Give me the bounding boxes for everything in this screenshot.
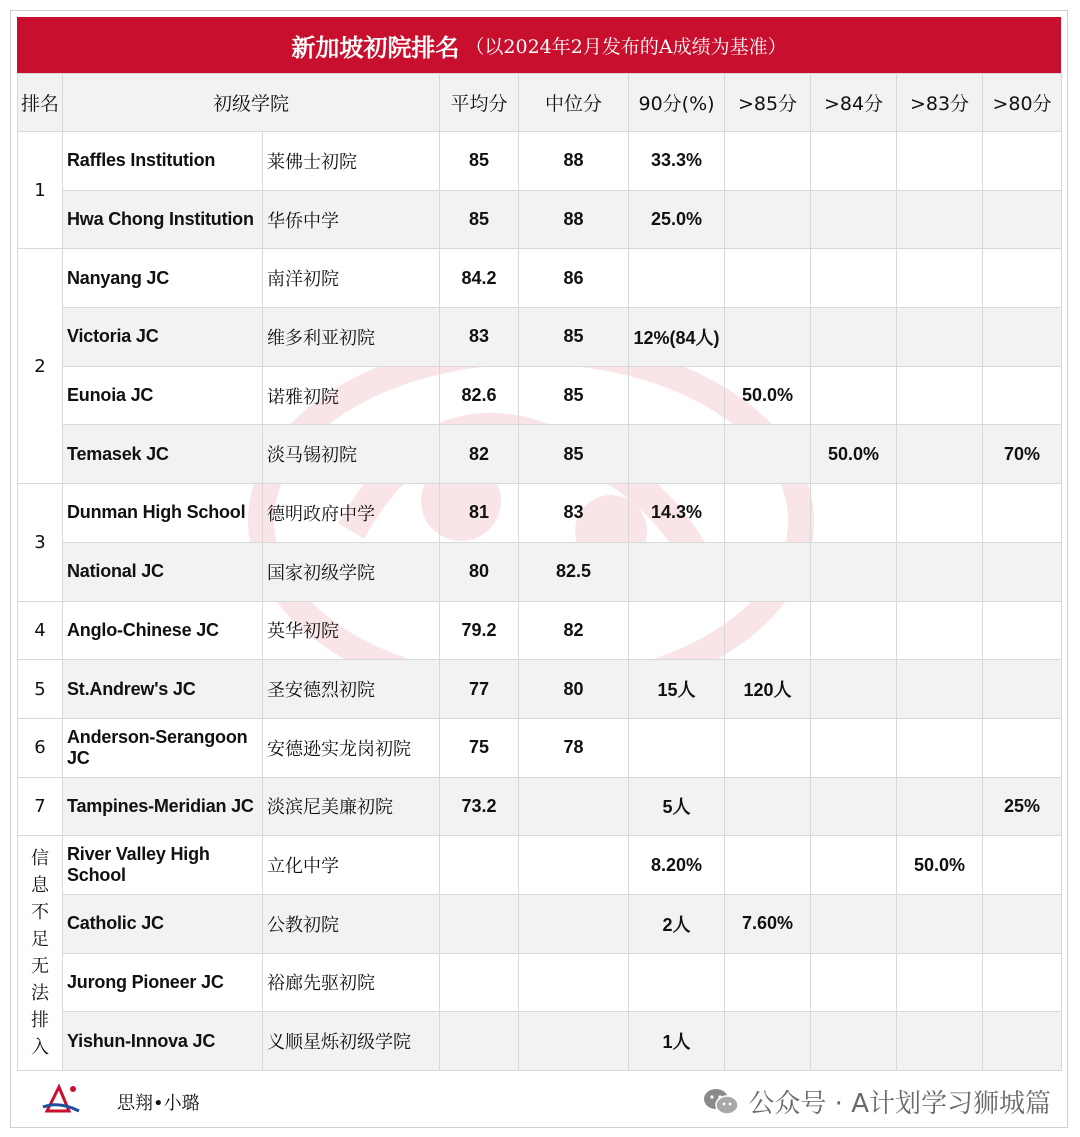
- page-subtitle: （以2024年2月发布的A成绩为基准）: [465, 35, 787, 58]
- pct-84: [811, 249, 897, 308]
- pct-80: [983, 718, 1062, 777]
- pct-84: [811, 601, 897, 660]
- footer: [17, 1077, 1061, 1125]
- table-row: [18, 836, 1062, 895]
- pct-84: [811, 894, 897, 953]
- median-score: 86: [519, 249, 629, 308]
- pct-80: 70%: [983, 425, 1062, 484]
- rank-cell: 3: [18, 484, 63, 601]
- table-row: [18, 425, 1062, 484]
- pct-90: 1人: [629, 1012, 725, 1071]
- table-body: [18, 132, 1062, 1071]
- pct-80: [983, 484, 1062, 543]
- pct-80: [983, 542, 1062, 601]
- table-row: [18, 308, 1062, 367]
- pct-85: [725, 190, 811, 249]
- pct-83: [897, 484, 983, 543]
- title-banner: [17, 17, 1061, 73]
- pct-90: [629, 542, 725, 601]
- header-median: 中位分: [519, 74, 629, 132]
- pct-83: [897, 601, 983, 660]
- pct-85: [725, 484, 811, 543]
- pct-80: [983, 836, 1062, 895]
- median-score: [519, 777, 629, 836]
- header-80: >80分: [983, 74, 1062, 132]
- header-90: 90分(%): [629, 74, 725, 132]
- median-score: 85: [519, 308, 629, 367]
- median-score: [519, 1012, 629, 1071]
- wechat-icon: [702, 1086, 740, 1118]
- college-name-cn: 安德逊实龙岗初院: [263, 718, 440, 777]
- college-name-cn: 裕廊先驱初院: [263, 953, 440, 1012]
- median-score: [519, 836, 629, 895]
- college-name-en: Dunman High School: [63, 484, 263, 543]
- pct-84: [811, 777, 897, 836]
- table-row: [18, 601, 1062, 660]
- pct-83: [897, 1012, 983, 1071]
- pct-85: [725, 777, 811, 836]
- average-score: 85: [440, 132, 519, 191]
- table-row: [18, 777, 1062, 836]
- average-score: 82.6: [440, 366, 519, 425]
- rank-cell: 4: [18, 601, 63, 660]
- rank-cell: 1: [18, 132, 63, 249]
- pct-90: [629, 249, 725, 308]
- average-score: [440, 836, 519, 895]
- average-score: 80: [440, 542, 519, 601]
- college-name-en: Victoria JC: [63, 308, 263, 367]
- pct-83: [897, 777, 983, 836]
- college-name-cn: 南洋初院: [263, 249, 440, 308]
- college-name-cn: 诺雅初院: [263, 366, 440, 425]
- pct-85: [725, 718, 811, 777]
- pct-83: [897, 132, 983, 191]
- rank-cell: 7: [18, 777, 63, 836]
- ranking-card: [10, 10, 1068, 1128]
- pct-90: 5人: [629, 777, 725, 836]
- pct-90: 33.3%: [629, 132, 725, 191]
- college-name-cn: 立化中学: [263, 836, 440, 895]
- pct-80: 25%: [983, 777, 1062, 836]
- pct-84: [811, 718, 897, 777]
- header-83: >83分: [897, 74, 983, 132]
- median-score: 78: [519, 718, 629, 777]
- pct-90: 25.0%: [629, 190, 725, 249]
- median-score: 88: [519, 132, 629, 191]
- median-score: 83: [519, 484, 629, 543]
- pct-83: [897, 718, 983, 777]
- college-name-en: Anglo-Chinese JC: [63, 601, 263, 660]
- college-name-cn: 华侨中学: [263, 190, 440, 249]
- pct-85: [725, 836, 811, 895]
- table-row: [18, 366, 1062, 425]
- college-name-cn: 淡滨尼美廉初院: [263, 777, 440, 836]
- pct-80: [983, 660, 1062, 719]
- pct-84: [811, 308, 897, 367]
- pct-85: [725, 249, 811, 308]
- average-score: [440, 953, 519, 1012]
- pct-85: [725, 601, 811, 660]
- average-score: 85: [440, 190, 519, 249]
- table-row: [18, 718, 1062, 777]
- pct-90: [629, 953, 725, 1012]
- pct-80: [983, 1012, 1062, 1071]
- college-name-cn: 圣安德烈初院: [263, 660, 440, 719]
- median-score: 85: [519, 366, 629, 425]
- average-score: 82: [440, 425, 519, 484]
- header-84: >84分: [811, 74, 897, 132]
- college-name-en: Hwa Chong Institution: [63, 190, 263, 249]
- college-name-en: River Valley High School: [63, 836, 263, 895]
- median-score: 88: [519, 190, 629, 249]
- pct-83: [897, 308, 983, 367]
- pct-85: 50.0%: [725, 366, 811, 425]
- pct-90: 2人: [629, 894, 725, 953]
- pct-85: 7.60%: [725, 894, 811, 953]
- average-score: 75: [440, 718, 519, 777]
- college-name-en: Tampines-Meridian JC: [63, 777, 263, 836]
- pct-80: [983, 132, 1062, 191]
- table-row: [18, 894, 1062, 953]
- pct-90: [629, 425, 725, 484]
- median-score: 80: [519, 660, 629, 719]
- college-name-cn: 德明政府中学: [263, 484, 440, 543]
- pct-85: 120人: [725, 660, 811, 719]
- pct-85: [725, 542, 811, 601]
- pct-80: [983, 601, 1062, 660]
- table-row: [18, 484, 1062, 543]
- college-name-en: Eunoia JC: [63, 366, 263, 425]
- college-name-en: Nanyang JC: [63, 249, 263, 308]
- pct-90: 12%(84人): [629, 308, 725, 367]
- pct-85: [725, 308, 811, 367]
- pct-90: 15人: [629, 660, 725, 719]
- average-score: 84.2: [440, 249, 519, 308]
- table-row: [18, 249, 1062, 308]
- pct-84: [811, 366, 897, 425]
- college-name-cn: 莱佛士初院: [263, 132, 440, 191]
- pct-84: 50.0%: [811, 425, 897, 484]
- pct-80: [983, 190, 1062, 249]
- median-score: [519, 953, 629, 1012]
- pct-85: [725, 953, 811, 1012]
- college-name-en: Anderson-Serangoon JC: [63, 718, 263, 777]
- header-college: 初级学院: [63, 74, 440, 132]
- pct-83: [897, 542, 983, 601]
- rank-cell: 5: [18, 660, 63, 719]
- college-name-cn: 国家初级学院: [263, 542, 440, 601]
- median-score: 82.5: [519, 542, 629, 601]
- pct-83: [897, 249, 983, 308]
- average-score: [440, 1012, 519, 1071]
- table-row: [18, 1012, 1062, 1071]
- header-average: 平均分: [440, 74, 519, 132]
- pct-80: [983, 894, 1062, 953]
- table-row: [18, 660, 1062, 719]
- pct-90: [629, 718, 725, 777]
- college-name-en: Yishun-Innova JC: [63, 1012, 263, 1071]
- table-row: [18, 542, 1062, 601]
- pct-80: [983, 953, 1062, 1012]
- header-rank: 排名: [18, 74, 63, 132]
- average-score: 83: [440, 308, 519, 367]
- page-title: 新加坡初院排名: [291, 33, 460, 62]
- wechat-account: [702, 1083, 1051, 1120]
- pct-84: [811, 190, 897, 249]
- pct-84: [811, 484, 897, 543]
- college-name-cn: 维多利亚初院: [263, 308, 440, 367]
- pct-84: [811, 1012, 897, 1071]
- average-score: 77: [440, 660, 519, 719]
- college-name-cn: 英华初院: [263, 601, 440, 660]
- pct-90: 8.20%: [629, 836, 725, 895]
- rank-cell: 信息不足无法排入: [18, 836, 63, 1071]
- college-name-en: National JC: [63, 542, 263, 601]
- pct-85: [725, 425, 811, 484]
- pct-83: [897, 894, 983, 953]
- median-score: 82: [519, 601, 629, 660]
- pct-84: [811, 132, 897, 191]
- pct-83: [897, 953, 983, 1012]
- average-score: 81: [440, 484, 519, 543]
- pct-85: [725, 1012, 811, 1071]
- pct-83: [897, 660, 983, 719]
- pct-84: [811, 953, 897, 1012]
- average-score: 73.2: [440, 777, 519, 836]
- pct-84: [811, 836, 897, 895]
- median-score: [519, 894, 629, 953]
- author-credit: 思翔•小璐: [117, 1093, 200, 1114]
- wechat-account-label: 公众号 · A计划学习狮城篇: [748, 1089, 1051, 1119]
- college-name-en: St.Andrew's JC: [63, 660, 263, 719]
- pct-80: [983, 308, 1062, 367]
- median-score: 85: [519, 425, 629, 484]
- pct-80: [983, 249, 1062, 308]
- average-score: 79.2: [440, 601, 519, 660]
- college-name-cn: 义顺星烁初级学院: [263, 1012, 440, 1071]
- table-row: [18, 132, 1062, 191]
- pct-85: [725, 132, 811, 191]
- college-name-cn: 公教初院: [263, 894, 440, 953]
- pct-83: [897, 366, 983, 425]
- pct-83: [897, 190, 983, 249]
- pct-83: [897, 425, 983, 484]
- college-name-en: Raffles Institution: [63, 132, 263, 191]
- pct-90: [629, 366, 725, 425]
- average-score: [440, 894, 519, 953]
- college-name-en: Jurong Pioneer JC: [63, 953, 263, 1012]
- pct-90: [629, 601, 725, 660]
- header-85: >85分: [725, 74, 811, 132]
- pct-90: 14.3%: [629, 484, 725, 543]
- table-row: [18, 190, 1062, 249]
- ranking-table: [17, 73, 1062, 1071]
- table-row: [18, 953, 1062, 1012]
- pct-84: [811, 542, 897, 601]
- rank-cell: 6: [18, 718, 63, 777]
- college-name-en: Temasek JC: [63, 425, 263, 484]
- pct-84: [811, 660, 897, 719]
- rank-cell: 2: [18, 249, 63, 484]
- pct-80: [983, 366, 1062, 425]
- college-name-en: Catholic JC: [63, 894, 263, 953]
- lion-city-logo-icon: [39, 1081, 85, 1121]
- college-name-cn: 淡马锡初院: [263, 425, 440, 484]
- pct-83: 50.0%: [897, 836, 983, 895]
- header-row: [18, 74, 1062, 132]
